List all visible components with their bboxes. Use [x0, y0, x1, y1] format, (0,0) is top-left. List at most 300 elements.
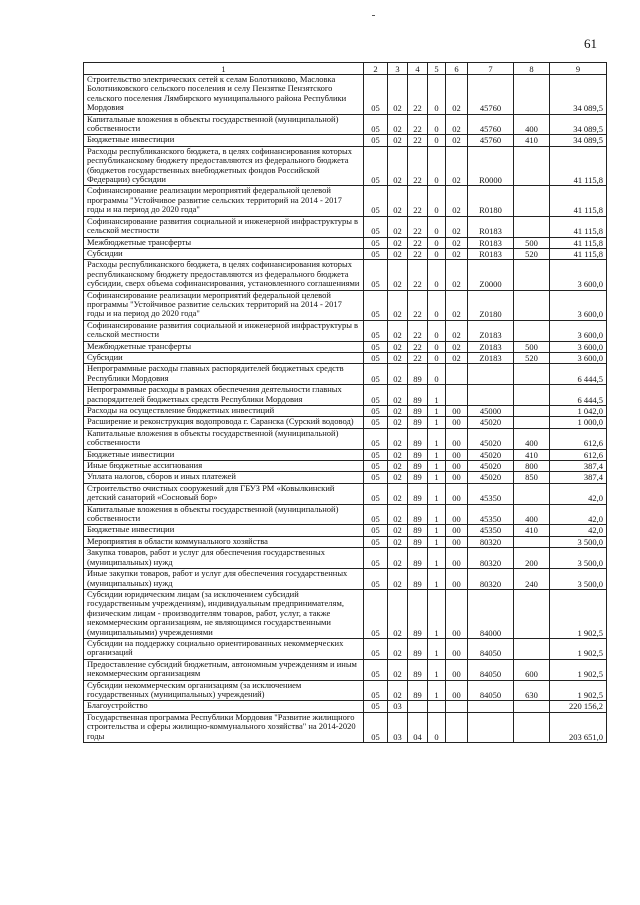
row-description: Мероприятия в области коммунального хозяйства	[84, 536, 364, 547]
table-row	[84, 569, 607, 590]
program-code: 22	[408, 135, 428, 146]
direction-code: R0183	[468, 216, 514, 237]
subprogram-code: 0	[428, 260, 446, 290]
table-row	[84, 680, 607, 701]
expense-type-code	[514, 701, 550, 712]
amount-cell: 3 600,0	[550, 290, 607, 320]
table-row	[84, 248, 607, 259]
subsection-code: 02	[388, 461, 408, 472]
program-code: 22	[408, 260, 428, 290]
subprogram-code	[428, 701, 446, 712]
amount-cell: 3 500,0	[550, 536, 607, 547]
direction-code: 80320	[468, 548, 514, 569]
subprogram-code: 0	[428, 248, 446, 259]
subprogram-code: 1	[428, 417, 446, 428]
main-event-code: 00	[446, 589, 468, 638]
main-event-code: 02	[446, 248, 468, 259]
row-description: Расширение и реконструкция водопровода г. Саранска (Сурский водовод)	[84, 417, 364, 428]
direction-code: 45000	[468, 406, 514, 417]
row-description: Закупка товаров, работ и услуг для обеспечения государственных (муниципальных) нужд	[84, 548, 364, 569]
main-event-code: 00	[446, 417, 468, 428]
table-row	[84, 364, 607, 385]
subsection-code: 02	[388, 237, 408, 248]
section-code: 05	[364, 569, 388, 590]
direction-code	[468, 712, 514, 742]
subprogram-code: 0	[428, 186, 446, 216]
expense-type-code: 400	[514, 504, 550, 525]
amount-cell: 34 089,5	[550, 75, 607, 115]
row-description: Субсидии	[84, 352, 364, 363]
table-row	[84, 638, 607, 659]
main-event-code: 02	[446, 75, 468, 115]
direction-code: 45020	[468, 472, 514, 483]
subprogram-code: 1	[428, 483, 446, 504]
program-code: 89	[408, 472, 428, 483]
row-description: Непрограммные расходы главных распорядителей бюджетных средств Республики Мордовия	[84, 364, 364, 385]
main-event-code: 02	[446, 216, 468, 237]
main-event-code: 02	[446, 320, 468, 341]
subsection-code: 03	[388, 701, 408, 712]
subsection-code: 02	[388, 428, 408, 449]
direction-code: Z0000	[468, 260, 514, 290]
main-event-code: 02	[446, 114, 468, 135]
amount-cell: 3 600,0	[550, 260, 607, 290]
program-code: 89	[408, 449, 428, 460]
row-description: Строительство очистных сооружений для ГБУЗ РМ «Ковылкинский детский санаторий «Сосновый бор»	[84, 483, 364, 504]
subsection-code: 02	[388, 483, 408, 504]
section-code: 05	[364, 483, 388, 504]
section-code: 05	[364, 75, 388, 115]
row-description: Расходы на осуществление бюджетных инвестиций	[84, 406, 364, 417]
row-description: Субсидии юридическим лицам (за исключением субсидий государственным учреждениям), индивидуальным предпринимателям, физическим лицам - производителям товаров, работ, услуг, а также некоммерческим организациям, не являющимся государственными (муниципальными) учреждениями	[84, 589, 364, 638]
amount-cell: 1 902,5	[550, 638, 607, 659]
direction-code	[468, 701, 514, 712]
program-code: 22	[408, 248, 428, 259]
main-event-code: 00	[446, 659, 468, 680]
amount-cell: 41 115,8	[550, 216, 607, 237]
main-event-code	[446, 712, 468, 742]
amount-cell: 42,0	[550, 483, 607, 504]
subsection-code: 02	[388, 385, 408, 406]
subsection-code: 02	[388, 186, 408, 216]
expense-type-code	[514, 589, 550, 638]
expense-type-code: 400	[514, 114, 550, 135]
subprogram-code: 1	[428, 472, 446, 483]
section-code: 05	[364, 216, 388, 237]
subprogram-code: 0	[428, 146, 446, 186]
section-code: 05	[364, 320, 388, 341]
amount-cell: 34 089,5	[550, 135, 607, 146]
table-row	[84, 659, 607, 680]
subsection-code: 02	[388, 364, 408, 385]
direction-code: 45350	[468, 525, 514, 536]
subprogram-code: 0	[428, 216, 446, 237]
program-code: 22	[408, 237, 428, 248]
row-description: Благоустройство	[84, 701, 364, 712]
amount-cell: 387,4	[550, 472, 607, 483]
expense-type-code: 630	[514, 680, 550, 701]
program-code: 89	[408, 385, 428, 406]
section-code: 05	[364, 186, 388, 216]
subsection-code: 02	[388, 536, 408, 547]
amount-cell: 1 902,5	[550, 589, 607, 638]
program-code: 22	[408, 352, 428, 363]
table-row	[84, 135, 607, 146]
expense-type-code	[514, 290, 550, 320]
table-row	[84, 712, 607, 742]
scan-speck	[372, 15, 375, 16]
section-code: 05	[364, 525, 388, 536]
row-description: Иные бюджетные ассигнования	[84, 461, 364, 472]
main-event-code	[446, 385, 468, 406]
expense-type-code: 500	[514, 237, 550, 248]
subsection-code: 02	[388, 320, 408, 341]
table-row	[84, 417, 607, 428]
subsection-code: 02	[388, 638, 408, 659]
table-row	[84, 449, 607, 460]
section-code: 05	[364, 659, 388, 680]
direction-code: 45020	[468, 417, 514, 428]
row-description: Расходы республиканского бюджета, в целях софинансирования которых республиканскому бюджету предоставляются из федерального бюджета субсидии, сверх объема софинансирования, установленного соглашениями	[84, 260, 364, 290]
expense-type-code	[514, 216, 550, 237]
table-row	[84, 290, 607, 320]
expense-type-code: 410	[514, 449, 550, 460]
section-code: 05	[364, 449, 388, 460]
expense-type-code: 500	[514, 341, 550, 352]
amount-cell: 3 600,0	[550, 352, 607, 363]
subsection-code: 02	[388, 341, 408, 352]
section-code: 05	[364, 248, 388, 259]
subprogram-code: 1	[428, 406, 446, 417]
table-row	[84, 114, 607, 135]
table-row	[84, 536, 607, 547]
direction-code: 45760	[468, 114, 514, 135]
section-code: 05	[364, 461, 388, 472]
column-header: 7	[468, 63, 514, 75]
direction-code: R0180	[468, 186, 514, 216]
main-event-code	[446, 701, 468, 712]
amount-cell: 41 115,8	[550, 237, 607, 248]
row-description: Государственная программа Республики Мордовия "Развитие жилищного строительства и сферы жилищно-коммунального хозяйства" на 2014-2020 годы	[84, 712, 364, 742]
subsection-code: 02	[388, 569, 408, 590]
direction-code: 84050	[468, 680, 514, 701]
program-code: 22	[408, 290, 428, 320]
column-header: 6	[446, 63, 468, 75]
program-code: 89	[408, 569, 428, 590]
section-code: 05	[364, 290, 388, 320]
section-code: 05	[364, 385, 388, 406]
subprogram-code: 0	[428, 114, 446, 135]
section-code: 05	[364, 364, 388, 385]
amount-cell: 220 156,2	[550, 701, 607, 712]
row-description: Бюджетные инвестиции	[84, 449, 364, 460]
direction-code: R0183	[468, 248, 514, 259]
section-code: 05	[364, 680, 388, 701]
subprogram-code: 0	[428, 237, 446, 248]
section-code: 05	[364, 638, 388, 659]
table-row	[84, 352, 607, 363]
section-code: 05	[364, 237, 388, 248]
program-code: 89	[408, 638, 428, 659]
program-code: 22	[408, 320, 428, 341]
section-code: 05	[364, 260, 388, 290]
expense-type-code: 240	[514, 569, 550, 590]
subsection-code: 02	[388, 114, 408, 135]
direction-code: 45350	[468, 504, 514, 525]
table-row	[84, 320, 607, 341]
direction-code: 84050	[468, 659, 514, 680]
expense-type-code	[514, 536, 550, 547]
main-event-code: 00	[446, 548, 468, 569]
expense-type-code: 200	[514, 548, 550, 569]
main-event-code: 00	[446, 428, 468, 449]
subsection-code: 02	[388, 216, 408, 237]
expense-type-code: 520	[514, 248, 550, 259]
section-code: 05	[364, 504, 388, 525]
expense-type-code: 410	[514, 525, 550, 536]
row-description: Капитальные вложения в объекты государственной (муниципальной) собственности	[84, 428, 364, 449]
subprogram-code: 1	[428, 428, 446, 449]
main-event-code: 02	[446, 237, 468, 248]
main-event-code: 00	[446, 504, 468, 525]
direction-code: 45760	[468, 75, 514, 115]
amount-cell: 612,6	[550, 449, 607, 460]
section-code: 05	[364, 472, 388, 483]
subsection-code: 02	[388, 472, 408, 483]
expense-type-code: 850	[514, 472, 550, 483]
main-event-code: 02	[446, 341, 468, 352]
subsection-code: 02	[388, 352, 408, 363]
program-code: 22	[408, 216, 428, 237]
row-description: Предоставление субсидий бюджетным, автономным учреждениям и иным некоммерческим организациям	[84, 659, 364, 680]
section-code: 05	[364, 701, 388, 712]
subsection-code: 02	[388, 449, 408, 460]
subprogram-code: 0	[428, 320, 446, 341]
row-description: Субсидии на поддержку социально ориентированных некоммерческих организаций	[84, 638, 364, 659]
section-code: 05	[364, 589, 388, 638]
subsection-code: 02	[388, 75, 408, 115]
direction-code: 45020	[468, 461, 514, 472]
main-event-code: 00	[446, 638, 468, 659]
program-code: 04	[408, 712, 428, 742]
main-event-code	[446, 364, 468, 385]
subsection-code: 02	[388, 146, 408, 186]
table-row	[84, 341, 607, 352]
subsection-code: 02	[388, 248, 408, 259]
direction-code: 80320	[468, 569, 514, 590]
subprogram-code: 0	[428, 135, 446, 146]
program-code: 22	[408, 114, 428, 135]
amount-cell: 3 600,0	[550, 320, 607, 341]
subsection-code: 02	[388, 548, 408, 569]
row-description: Бюджетные инвестиции	[84, 525, 364, 536]
subprogram-code: 1	[428, 461, 446, 472]
subprogram-code: 1	[428, 449, 446, 460]
program-code: 89	[408, 680, 428, 701]
subsection-code: 02	[388, 135, 408, 146]
direction-code: 84000	[468, 589, 514, 638]
expense-type-code	[514, 406, 550, 417]
subsection-code: 02	[388, 659, 408, 680]
direction-code: Z0183	[468, 341, 514, 352]
main-event-code: 00	[446, 525, 468, 536]
direction-code: Z0183	[468, 352, 514, 363]
program-code: 89	[408, 504, 428, 525]
amount-cell: 6 444,5	[550, 385, 607, 406]
main-event-code: 02	[446, 260, 468, 290]
program-code: 89	[408, 548, 428, 569]
amount-cell: 1 000,0	[550, 417, 607, 428]
subprogram-code: 1	[428, 385, 446, 406]
subprogram-code: 1	[428, 504, 446, 525]
table-row	[84, 260, 607, 290]
expense-type-code: 800	[514, 461, 550, 472]
subprogram-code: 1	[428, 589, 446, 638]
program-code: 22	[408, 186, 428, 216]
table-row	[84, 406, 607, 417]
direction-code: 84050	[468, 638, 514, 659]
program-code	[408, 701, 428, 712]
table-row	[84, 237, 607, 248]
row-description: Капитальные вложения в объекты государственной (муниципальной) собственности	[84, 504, 364, 525]
expense-type-code	[514, 260, 550, 290]
subsection-code: 02	[388, 260, 408, 290]
amount-cell: 1 902,5	[550, 659, 607, 680]
amount-cell: 41 115,8	[550, 248, 607, 259]
amount-cell: 42,0	[550, 525, 607, 536]
amount-cell: 1 902,5	[550, 680, 607, 701]
column-header: 5	[428, 63, 446, 75]
section-code: 05	[364, 548, 388, 569]
page-number: 61	[584, 36, 597, 51]
main-event-code: 02	[446, 290, 468, 320]
direction-code: Z0180	[468, 290, 514, 320]
row-description: Строительство электрических сетей к селам Болотниково, Масловка Болотниковского сельского поселения и селу Пензятке Пензятского сельского поселения Лямбирского муниципального района Республики Мордовия	[84, 75, 364, 115]
direction-code	[468, 364, 514, 385]
section-code: 05	[364, 352, 388, 363]
direction-code: 45760	[468, 135, 514, 146]
expense-type-code	[514, 385, 550, 406]
direction-code: Z0183	[468, 320, 514, 341]
program-code: 22	[408, 75, 428, 115]
row-description: Софинансирование реализации мероприятий федеральной целевой программы "Устойчивое развитие сельских территорий на 2014 - 2017 годы и на период до 2020 года"	[84, 290, 364, 320]
main-event-code: 00	[446, 483, 468, 504]
main-event-code: 00	[446, 680, 468, 701]
table-row	[84, 216, 607, 237]
subprogram-code: 1	[428, 638, 446, 659]
subprogram-code: 1	[428, 659, 446, 680]
main-event-code: 02	[446, 135, 468, 146]
main-event-code: 02	[446, 186, 468, 216]
column-header: 8	[514, 63, 550, 75]
table-row	[84, 525, 607, 536]
subprogram-code: 1	[428, 536, 446, 547]
row-description: Иные закупки товаров, работ и услуг для обеспечения государственных (муниципальных) нужд	[84, 569, 364, 590]
direction-code: 80320	[468, 536, 514, 547]
program-code: 89	[408, 461, 428, 472]
section-code: 05	[364, 135, 388, 146]
table-row	[84, 548, 607, 569]
main-event-code: 00	[446, 536, 468, 547]
expense-type-code: 400	[514, 428, 550, 449]
row-description: Софинансирование реализации мероприятий федеральной целевой программы "Устойчивое развитие сельских территорий на 2014 - 2017 годы и на период до 2020 года"	[84, 186, 364, 216]
amount-cell: 6 444,5	[550, 364, 607, 385]
program-code: 89	[408, 364, 428, 385]
table-row	[84, 504, 607, 525]
column-header: 1	[84, 63, 364, 75]
amount-cell: 41 115,8	[550, 186, 607, 216]
column-header: 9	[550, 63, 607, 75]
expense-type-code: 410	[514, 135, 550, 146]
subprogram-code: 0	[428, 364, 446, 385]
section-code: 05	[364, 536, 388, 547]
table-body	[84, 75, 607, 743]
table-row	[84, 428, 607, 449]
subprogram-code: 0	[428, 352, 446, 363]
column-header: 2	[364, 63, 388, 75]
amount-cell: 3 600,0	[550, 341, 607, 352]
section-code: 05	[364, 417, 388, 428]
section-code: 05	[364, 712, 388, 742]
subsection-code: 02	[388, 680, 408, 701]
subsection-code: 02	[388, 290, 408, 320]
subprogram-code: 1	[428, 525, 446, 536]
column-header-row	[84, 63, 607, 75]
program-code: 89	[408, 525, 428, 536]
subsection-code: 02	[388, 504, 408, 525]
table-row	[84, 483, 607, 504]
expense-type-code	[514, 483, 550, 504]
table-row	[84, 186, 607, 216]
section-code: 05	[364, 114, 388, 135]
expense-type-code	[514, 186, 550, 216]
section-code: 05	[364, 406, 388, 417]
main-event-code: 02	[446, 352, 468, 363]
table-row	[84, 146, 607, 186]
amount-cell: 3 500,0	[550, 548, 607, 569]
column-header: 4	[408, 63, 428, 75]
table-row	[84, 461, 607, 472]
column-header: 3	[388, 63, 408, 75]
subsection-code: 02	[388, 589, 408, 638]
row-description: Межбюджетные трансферты	[84, 237, 364, 248]
expense-type-code	[514, 417, 550, 428]
table-row	[84, 589, 607, 638]
expense-type-code: 520	[514, 352, 550, 363]
main-event-code: 00	[446, 472, 468, 483]
amount-cell: 1 042,0	[550, 406, 607, 417]
budget-table	[83, 62, 607, 743]
row-description: Межбюджетные трансферты	[84, 341, 364, 352]
row-description: Капитальные вложения в объекты государственной (муниципальной) собственности	[84, 114, 364, 135]
main-event-code: 00	[446, 569, 468, 590]
program-code: 89	[408, 659, 428, 680]
row-description: Субсидии	[84, 248, 364, 259]
table-row	[84, 385, 607, 406]
expense-type-code	[514, 712, 550, 742]
main-event-code: 00	[446, 449, 468, 460]
amount-cell: 612,6	[550, 428, 607, 449]
expense-type-code	[514, 364, 550, 385]
expense-type-code	[514, 146, 550, 186]
row-description: Уплата налогов, сборов и иных платежей	[84, 472, 364, 483]
expense-type-code: 600	[514, 659, 550, 680]
program-code: 89	[408, 417, 428, 428]
subprogram-code: 0	[428, 290, 446, 320]
row-description: Субсидии некоммерческим организациям (за исключением государственных (муниципальных) учреждений)	[84, 680, 364, 701]
direction-code: 45350	[468, 483, 514, 504]
row-description: Бюджетные инвестиции	[84, 135, 364, 146]
